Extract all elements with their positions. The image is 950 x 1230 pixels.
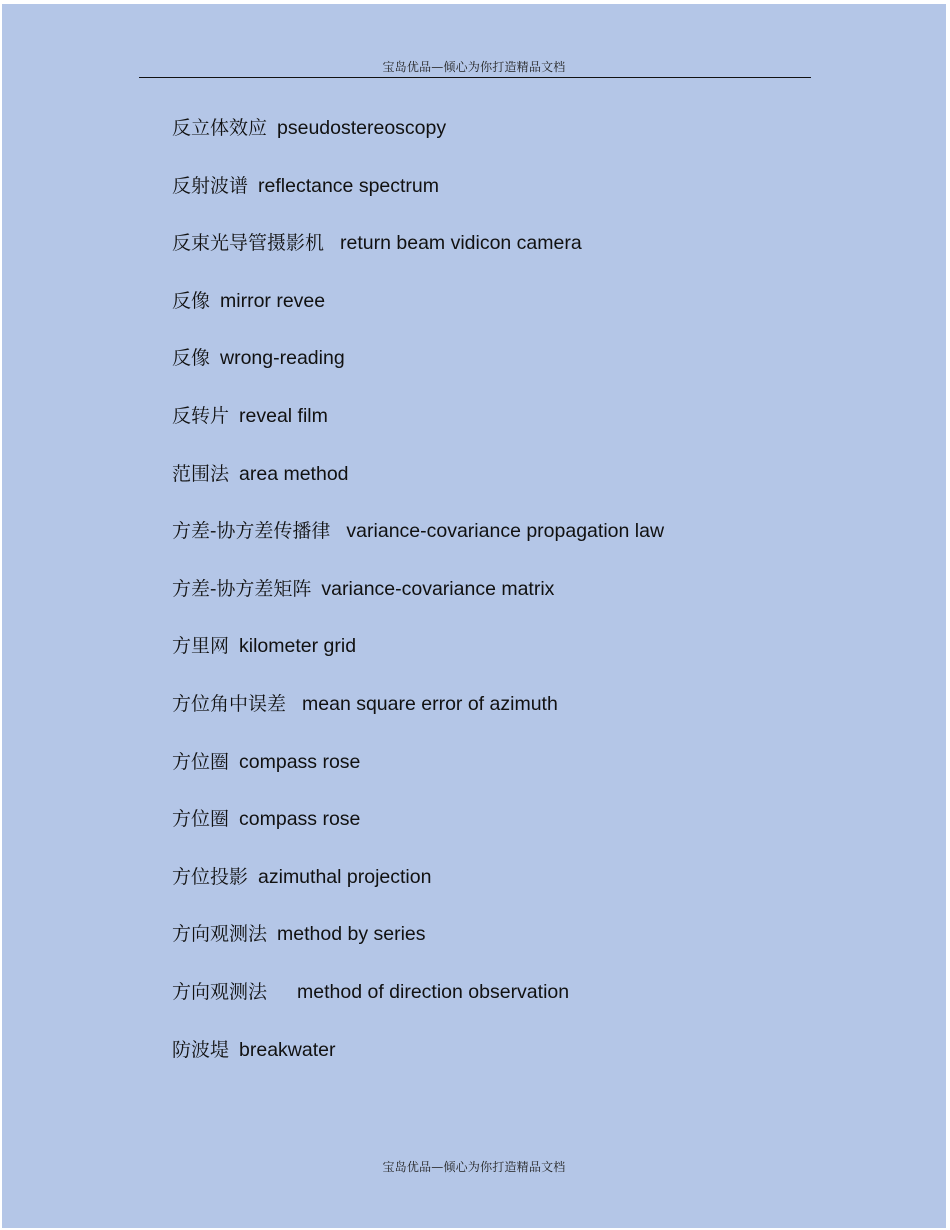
term-chinese: 反像	[172, 289, 211, 312]
term-english: mirror revee	[220, 289, 326, 312]
term-english: kilometer grid	[239, 635, 357, 658]
glossary-entry	[172, 287, 664, 345]
term-english: variance-covariance matrix	[321, 577, 555, 600]
term-english: breakwater	[239, 1038, 336, 1061]
glossary-entry	[172, 517, 664, 575]
glossary-entry	[172, 920, 664, 978]
glossary-entry	[172, 805, 664, 863]
page-footer: 宝岛优品—倾心为你打造精品文档	[382, 1160, 566, 1174]
term-chinese: 方位投影	[172, 865, 249, 888]
glossary-entry	[172, 460, 664, 518]
term-english: method of direction observation	[297, 980, 570, 1003]
glossary-entry	[172, 690, 664, 748]
term-chinese: 反立体效应	[172, 117, 268, 139]
term-english: compass rose	[239, 750, 361, 773]
term-english: compass rose	[239, 808, 361, 831]
glossary-entry	[172, 402, 664, 460]
term-chinese: 反射波谱	[172, 174, 249, 197]
term-chinese: 方位圈	[172, 750, 230, 773]
glossary-entry	[172, 229, 664, 287]
glossary-entry	[172, 114, 664, 172]
term-chinese: 方向观测法	[172, 980, 268, 1003]
glossary-entry	[172, 863, 664, 921]
term-english: reveal film	[239, 404, 328, 427]
term-chinese: 防波堤	[172, 1038, 230, 1061]
term-chinese: 范围法	[172, 462, 230, 485]
glossary-entry	[172, 748, 664, 806]
term-english: method by series	[277, 923, 426, 946]
term-english: mean square error of azimuth	[302, 692, 558, 715]
term-english: pseudostereoscopy	[277, 117, 447, 139]
header-divider	[139, 77, 811, 78]
document-page	[2, 4, 946, 1228]
term-chinese: 方差-协方差传播律	[172, 520, 331, 543]
glossary-entry	[172, 344, 664, 402]
term-english: azimuthal projection	[258, 865, 432, 888]
glossary-entry	[172, 172, 664, 230]
glossary-entry	[172, 632, 664, 690]
term-chinese: 反像	[172, 347, 211, 370]
term-chinese: 方位角中误差	[172, 692, 287, 715]
glossary-list	[172, 114, 664, 1093]
term-chinese: 方向观测法	[172, 923, 268, 946]
term-english: reflectance spectrum	[258, 174, 440, 197]
page-header: 宝岛优品—倾心为你打造精品文档	[382, 60, 566, 74]
term-english: return beam vidicon camera	[340, 232, 582, 255]
term-chinese: 方差-协方差矩阵	[172, 577, 312, 600]
glossary-entry	[172, 978, 664, 1036]
glossary-entry	[172, 1036, 664, 1094]
term-chinese: 反转片	[172, 404, 230, 427]
term-chinese: 方位圈	[172, 808, 230, 831]
term-english: variance-covariance propagation law	[346, 520, 665, 543]
term-chinese: 反束光导管摄影机	[172, 232, 325, 255]
term-english: area method	[239, 462, 349, 485]
term-chinese: 方里网	[172, 635, 230, 658]
term-english: wrong-reading	[220, 347, 345, 370]
glossary-entry	[172, 575, 664, 633]
